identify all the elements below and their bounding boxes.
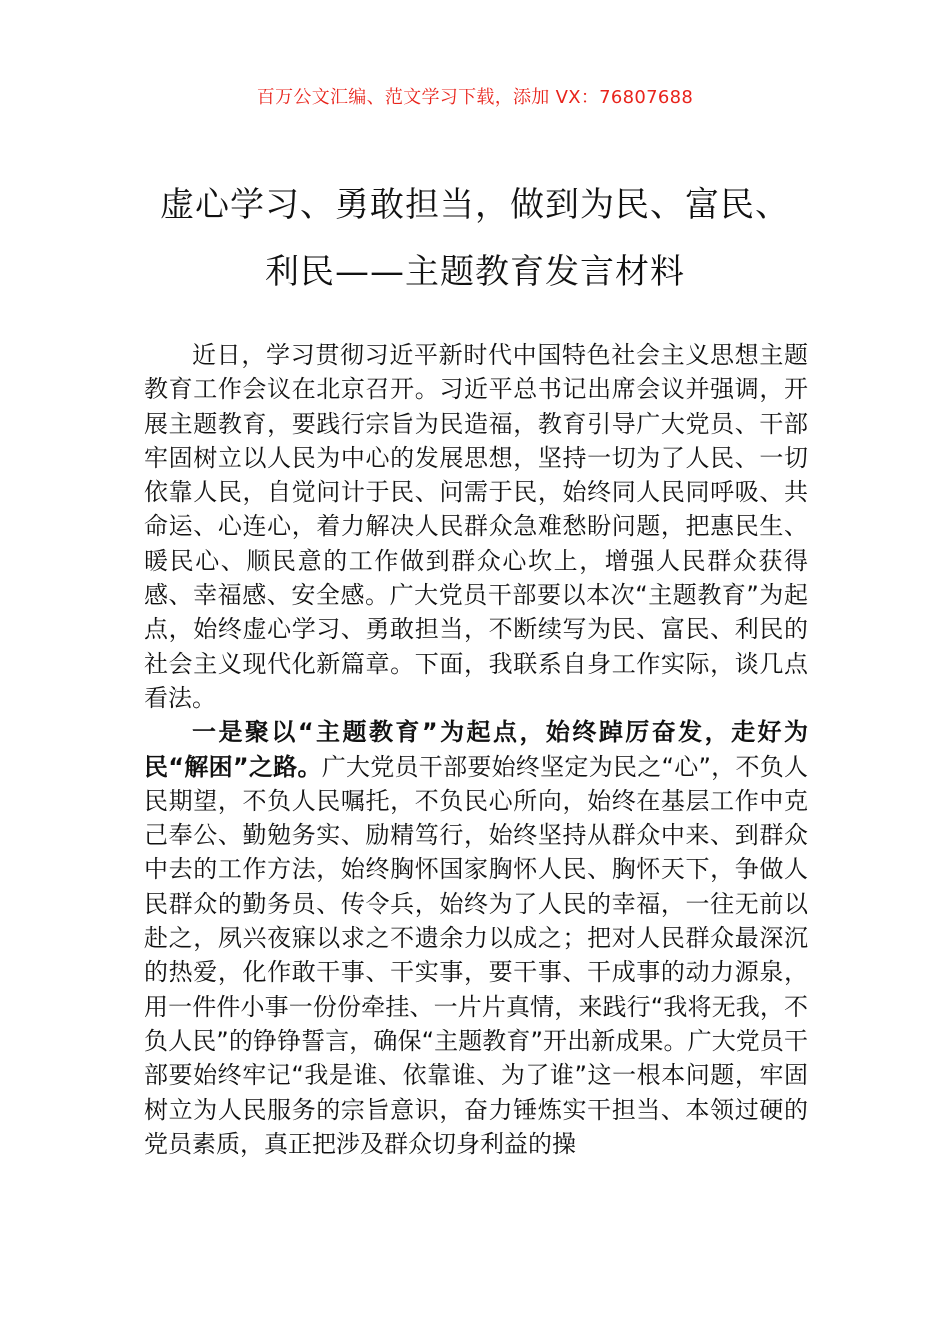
- point-one-heading: 一是聚以“主题教育”为起点，始终踔厉奋发，走好为民“解困”之路。: [144, 718, 808, 781]
- title-line-2: 利民——主题教育发言材料: [265, 252, 685, 292]
- document-body: [144, 338, 808, 1161]
- title-line-1: 虚心学习、勇敢担当，做到为民、富民、: [160, 185, 790, 225]
- paragraph-intro: 近日，学习贯彻习近平新时代中国特色社会主义思想主题教育工作会议在北京召开。习近平总书记出席会议并强调，开展主题教育，要践行宗旨为民造福，教育引导广大党员、干部牢固树立以人民为中心的发展思想，坚持一切为了人民、一切依靠人民，自觉问计于民、问需于民，始终同人民同呼吸、共命运、心连心，着力解决人民群众急难愁盼问题，把惠民生、暖民心、顺民意的工作做到群众心坎上，增强人民群众获得感、幸福感、安全感。广大党员干部要以本次“主题教育”为起点，始终虚心学习、勇敢担当，不断续写为民、富民、利民的社会主义现代化新篇章。下面，我联系自身工作实际，谈几点看法。: [144, 341, 808, 712]
- point-one-text: 广大党员干部要始终坚定为民之“心”，不负人民期望，不负人民嘱托，不负民心所向，始终在基层工作中克己奉公、勤勉务实、励精笃行，始终坚持从群众中来、到群众中去的工作方法，始终胸怀国家胸怀人民、胸怀天下，争做人民群众的勤务员、传令兵，始终为了人民的幸福，一往无前以赴之，夙兴夜寐以求之不遗余力以成之；把对人民群众最深沉的热爱，化作敢干事、干实事，要干事、干成事的动力源泉，用一件件小事一份份牵挂、一片片真情，来践行“我将无我，不负人民”的铮铮誓言，确保“主题教育”开出新成果。广大党员干部要始终牢记“我是谁、依靠谁、为了谁”这一根本问题，牢固树立为人民服务的宗旨意识，奋力锤炼实干担当、本领过硬的党员素质，真正把涉及群众切身利益的操: [144, 752, 808, 1158]
- document-title: [110, 172, 840, 306]
- header-note: 百万公文汇编、范文学习下载，添加 VX：76807688: [256, 87, 694, 108]
- paragraph-point-one: [144, 715, 808, 1161]
